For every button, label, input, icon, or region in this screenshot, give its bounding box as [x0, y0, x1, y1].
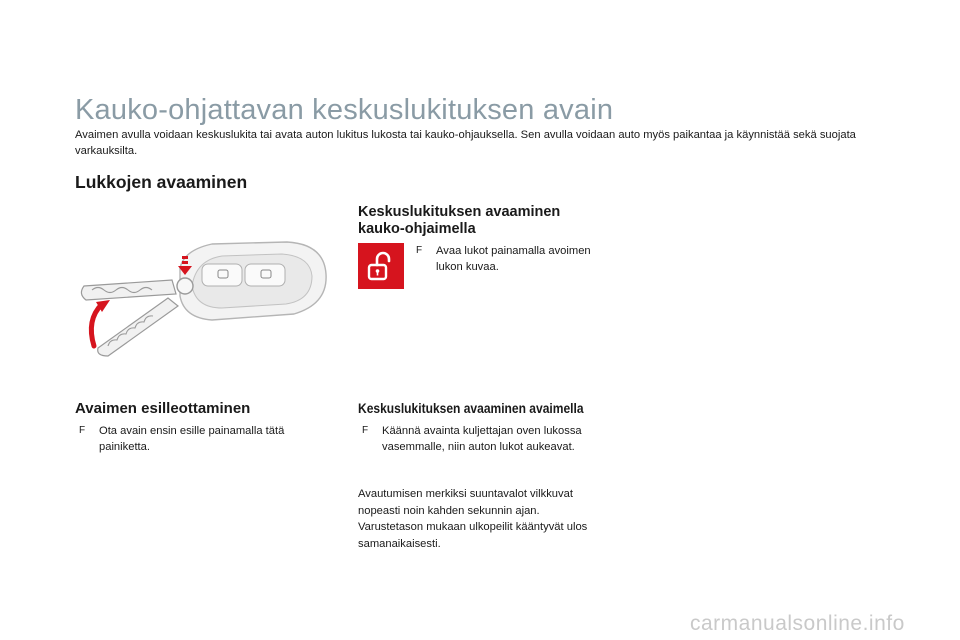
- key-unlock-note-line4: samanaikaisesti.: [358, 537, 441, 550]
- remote-unlock-heading: [358, 204, 560, 238]
- remote-unlock-instruction-line2: lukon kuvaa.: [436, 261, 499, 273]
- key-unlock-instruction-line1: Käännä avainta kuljettajan oven lukossa: [382, 425, 582, 437]
- remote-unlock-instruction: [412, 243, 656, 275]
- key-unlock-instruction-line2: vasemmalle, niin auton lukot aukeavat.: [382, 441, 575, 453]
- bullet-marker: F: [79, 425, 86, 436]
- page-title: Kauko-ohjattavan keskuslukituksen avain: [75, 94, 614, 126]
- key-illustration: [72, 238, 332, 363]
- key-unfold-heading: Avaimen esilleottaminen: [75, 400, 251, 417]
- unlock-icon: [358, 243, 404, 289]
- key-unlock-note-line1: Avautumisen merkiksi suuntavalot vilkkuvat: [358, 488, 573, 500]
- key-unfold-instruction-line2: painiketta.: [99, 441, 150, 453]
- key-unlock-note: [358, 486, 648, 552]
- bullet-marker: F: [416, 245, 423, 256]
- key-unfold-instruction-line1: Ota avain ensin esille painamalla tätä: [99, 425, 285, 437]
- remote-unlock-instruction-line1: Avaa lukot painamalla avoimen: [436, 245, 591, 257]
- bullet-marker: F: [362, 425, 369, 436]
- remote-unlock-heading-line1: Keskuslukituksen avaaminen: [358, 204, 561, 220]
- key-unlock-heading: Keskuslukituksen avaaminen avaimella: [358, 400, 584, 416]
- key-unfold-instruction: [75, 423, 359, 455]
- intro-paragraph: Avaimen avulla voidaan keskuslukita tai avata auton lukitus lukosta tai kauko-ohjauksella. Sen avulla voidaan auto myös paikantaa ja käynnistää sekä suojata varkauksilta.: [75, 129, 856, 157]
- key-unlock-note-line2: nopeasti noin kahden sekunnin ajan.: [358, 504, 540, 517]
- section-heading-unlocking: Lukkojen avaaminen: [75, 172, 248, 192]
- remote-unlock-heading-line2: kauko-ohjaimella: [358, 221, 476, 237]
- key-unlock-instruction: [358, 423, 652, 455]
- watermark: carmanualsonline.info: [690, 612, 905, 635]
- key-unlock-note-line3: Varustetason mukaan ulkopeilit kääntyvät ulos: [358, 521, 588, 533]
